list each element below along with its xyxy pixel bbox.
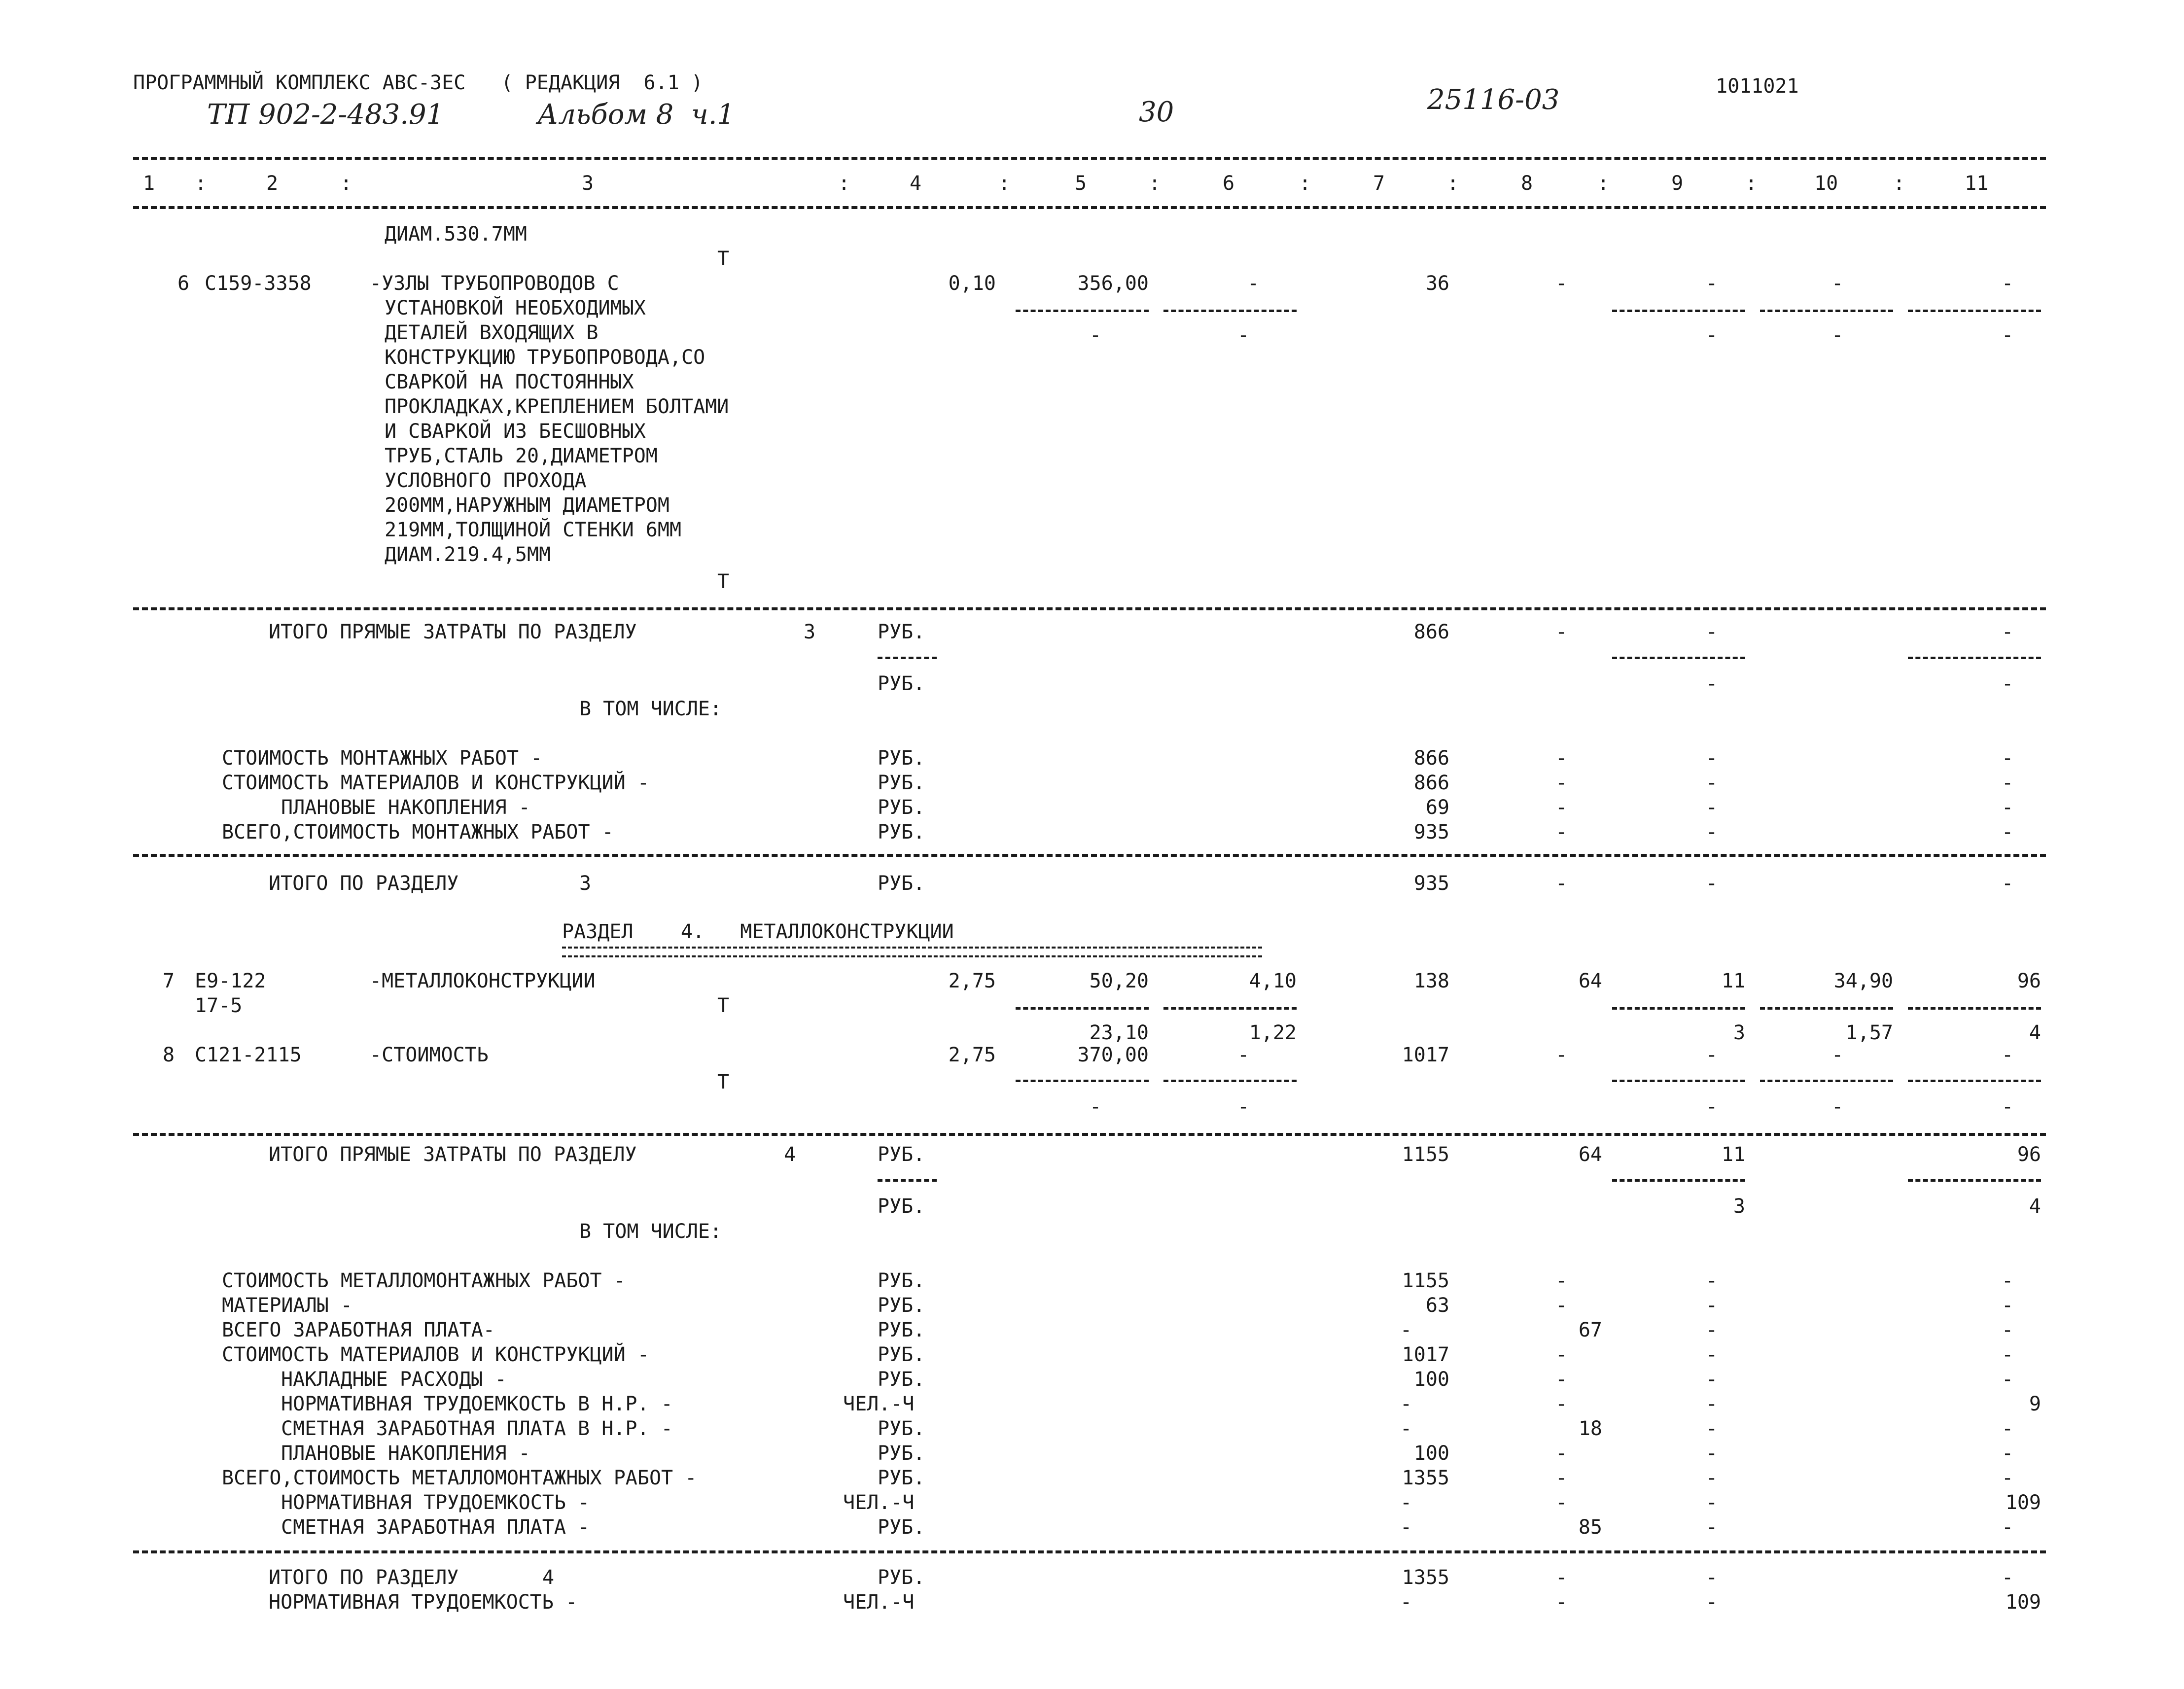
cell-c7: 1017 — [1402, 1343, 1449, 1366]
col-header-4: 4 — [910, 172, 922, 195]
col-header-8: 8 — [1521, 172, 1533, 195]
breakdown-label: СТОИМОСТЬ МОНТАЖНЫХ РАБОТ - — [222, 747, 543, 770]
section-title: РАЗДЕЛ 4. МЕТАЛЛОКОНСТРУКЦИИ — [562, 920, 954, 943]
unit: РУБ. — [878, 1368, 925, 1391]
unit: ЧЕЛ.-Ч — [843, 1591, 915, 1614]
cell-c11: - — [2002, 1368, 2014, 1391]
dash-cell: - — [1706, 1095, 1718, 1118]
cell-c9: - — [1706, 1491, 1718, 1514]
cell-c8: - — [1555, 1491, 1568, 1514]
cell-c11: 96 — [2017, 970, 2041, 992]
cell-c7: 100 — [1413, 1368, 1449, 1391]
breakdown-label: СТОИМОСТЬ МАТЕРИАЛОВ И КОНСТРУКЦИЙ - — [222, 1343, 649, 1366]
item-number: 8 — [163, 1044, 175, 1066]
dash-cell: - — [1090, 1095, 1102, 1118]
col-sep: : — [1745, 172, 1758, 195]
cell-c9: - — [1706, 1368, 1718, 1391]
program-header: ПРОГРАММНЫЙ КОМПЛЕКС АВС-3ЕС ( РЕДАКЦИЯ 6.1 ) — [133, 71, 703, 94]
cell-c10: 34,90 — [1833, 970, 1893, 992]
item-code: С159-3358 — [205, 272, 312, 295]
prev-item-desc: ДИАМ.530.7ММ — [385, 223, 527, 246]
item-desc-line: ТРУБ,СТАЛЬ 20,ДИАМЕТРОМ — [385, 445, 658, 467]
cell-c11-wage: 4 — [2029, 1021, 2041, 1044]
cell-c7: 1155 — [1402, 1269, 1449, 1292]
col-sep: : — [340, 172, 352, 195]
section-rule — [133, 1133, 2046, 1136]
col-header-3: 3 — [582, 172, 594, 195]
cell-c9: - — [1706, 796, 1718, 819]
cell-c8: - — [1555, 1566, 1568, 1589]
breakdown-label: ПЛАНОВЫЕ НАКОПЛЕНИЯ - — [281, 1442, 530, 1465]
page-number: 30 — [1139, 96, 1174, 128]
item-desc-line: -СТОИМОСТЬ — [370, 1044, 489, 1066]
col-header-6: 6 — [1223, 172, 1235, 195]
item-desc-line: ПРОКЛАДКАХ,КРЕПЛЕНИЕМ БОЛТАМИ — [385, 395, 729, 418]
cell-c8: - — [1555, 1393, 1568, 1415]
dash-cell: - — [2002, 324, 2014, 347]
unit: РУБ. — [878, 821, 925, 844]
cell-c11: - — [2002, 1417, 2014, 1440]
cell-c10-wage: 1,57 — [1845, 1021, 1893, 1044]
cell-c9: - — [1706, 1294, 1718, 1317]
sub-rule — [1908, 310, 2041, 312]
dash-cell: - — [1832, 1095, 1844, 1118]
sub-rule — [1760, 310, 1893, 312]
unit: РУБ. — [878, 1442, 925, 1465]
unit: РУБ. — [878, 1269, 925, 1292]
dash-cell: - — [1555, 621, 1568, 643]
cell-c9: - — [1706, 1516, 1718, 1539]
cell-c11: - — [2002, 821, 2014, 844]
item-desc-line: -УЗЛЫ ТРУБОПРОВОДОВ С — [370, 272, 619, 295]
cell-c8: - — [1555, 796, 1568, 819]
cell-c9: - — [1706, 1269, 1718, 1292]
unit: РУБ. — [878, 1343, 925, 1366]
cell-c9: - — [1706, 1319, 1718, 1341]
project-code: ТП 902-2-483.91 — [207, 99, 444, 131]
section-rule — [133, 854, 2046, 857]
cell-c7: 138 — [1413, 970, 1449, 992]
cell-c7: 1017 — [1402, 1044, 1449, 1066]
sub-rule — [1163, 310, 1297, 312]
cell-c7: 63 — [1425, 1294, 1449, 1317]
cell-c7: - — [1400, 1491, 1412, 1514]
unit: РУБ. — [878, 621, 925, 643]
item-desc-line: УСТАНОВКОЙ НЕОБХОДИМЫХ — [385, 297, 646, 319]
item-desc-line: 219ММ,ТОЛЩИНОЙ СТЕНКИ 6ММ — [385, 519, 682, 541]
cell-c11: - — [2002, 272, 2014, 295]
sub-rule — [878, 657, 937, 659]
item-code-suffix: 17-5 — [195, 994, 243, 1017]
cell-c11: - — [2002, 1269, 2014, 1292]
section-rule — [133, 607, 2046, 610]
section-number: 4 — [542, 1566, 555, 1589]
item-desc-line: КОНСТРУКЦИЮ ТРУБОПРОВОДА,СО — [385, 346, 705, 369]
col-sep: : — [195, 172, 207, 195]
cell-c8: - — [1555, 772, 1568, 794]
unit: РУБ. — [878, 796, 925, 819]
cell-c11: - — [2002, 1516, 2014, 1539]
cell-c6: - — [1247, 272, 1260, 295]
t-mark: Т — [717, 570, 730, 593]
breakdown-label: ВСЕГО,СТОИМОСТЬ МЕТАЛЛОМОНТАЖНЫХ РАБОТ - — [222, 1467, 697, 1489]
unit-price: 370,00 — [1077, 1044, 1149, 1066]
dash-cell: - — [1090, 324, 1102, 347]
cell-c9-wage: 3 — [1733, 1021, 1745, 1044]
unit: РУБ. — [878, 1467, 925, 1489]
sub-rule — [1016, 310, 1149, 312]
total-direct-label: ИТОГО ПРЯМЫЕ ЗАТРАТЫ ПО РАЗДЕЛУ — [269, 621, 637, 643]
including-label: В ТОМ ЧИСЛЕ: — [579, 698, 722, 720]
unit: РУБ. — [878, 1319, 925, 1341]
cell-c7: 100 — [1413, 1442, 1449, 1465]
col-header-2: 2 — [266, 172, 279, 195]
cell-c9: - — [1706, 1417, 1718, 1440]
cell-c8: 64 — [1578, 970, 1602, 992]
cell-c8: - — [1555, 1368, 1568, 1391]
cell-c9: - — [1706, 772, 1718, 794]
cell-c7: 1155 — [1402, 1143, 1449, 1166]
sub-rule — [1760, 1007, 1893, 1010]
sub-rule — [1016, 1007, 1149, 1010]
cell-c8: - — [1555, 1467, 1568, 1489]
col-header-5: 5 — [1075, 172, 1087, 195]
breakdown-label: СТОИМОСТЬ МЕТАЛЛОМОНТАЖНЫХ РАБОТ - — [222, 1269, 626, 1292]
cell-c9: - — [1706, 1393, 1718, 1415]
col-sep: : — [1597, 172, 1610, 195]
unit: ЧЕЛ.-Ч — [843, 1393, 915, 1415]
cell-c9: - — [1706, 1442, 1718, 1465]
cell-c9: - — [1706, 821, 1718, 844]
breakdown-label: СМЕТНАЯ ЗАРАБОТНАЯ ПЛАТА В Н.Р. - — [281, 1417, 673, 1440]
dash-cell: - — [2002, 621, 2014, 643]
cell-c8: 18 — [1578, 1417, 1602, 1440]
cell-c11-wage: 4 — [2029, 1195, 2041, 1218]
breakdown-label: ВСЕГО ЗАРАБОТНАЯ ПЛАТА- — [222, 1319, 495, 1341]
cell-c7: 866 — [1413, 621, 1449, 643]
cell-c11: - — [2002, 772, 2014, 794]
breakdown-label: МАТЕРИАЛЫ - — [222, 1294, 352, 1317]
cell-c9: 11 — [1721, 970, 1745, 992]
cell-c9: - — [1706, 1566, 1718, 1589]
col-sep: : — [998, 172, 1011, 195]
breakdown-label: ПЛАНОВЫЕ НАКОПЛЕНИЯ - — [281, 796, 530, 819]
cell-c8: - — [1555, 1269, 1568, 1292]
cell-c7: - — [1400, 1393, 1412, 1415]
item-desc-line: ДИАМ.219.4,5ММ — [385, 543, 551, 566]
cell-c6: - — [1237, 1044, 1250, 1066]
dash-cell: - — [1832, 324, 1844, 347]
unit: РУБ. — [878, 672, 925, 695]
cell-c9: - — [1706, 1044, 1718, 1066]
unit: РУБ. — [878, 772, 925, 794]
breakdown-label: СМЕТНАЯ ЗАРАБОТНАЯ ПЛАТА - — [281, 1516, 590, 1539]
sub-rule — [1908, 657, 2041, 659]
section-total-label: ИТОГО ПО РАЗДЕЛУ — [269, 1566, 459, 1589]
sub-rule — [1908, 1007, 2041, 1010]
cell-c8: - — [1555, 1294, 1568, 1317]
item-desc-line: -МЕТАЛЛОКОНСТРУКЦИИ — [370, 970, 596, 992]
cell-c7: 866 — [1413, 772, 1449, 794]
unit: РУБ. — [878, 1417, 925, 1440]
cell-c5: 50,20 — [1089, 970, 1149, 992]
sub-rule — [1016, 1080, 1149, 1082]
breakdown-label: ВСЕГО,СТОИМОСТЬ МОНТАЖНЫХ РАБОТ - — [222, 821, 614, 844]
item-number: 7 — [163, 970, 175, 992]
col-sep: : — [838, 172, 850, 195]
col-header-1: 1 — [143, 172, 155, 195]
cell-c8: 67 — [1578, 1319, 1602, 1341]
dash-cell: - — [1706, 872, 1718, 895]
item-desc-line: 200ММ,НАРУЖНЫМ ДИАМЕТРОМ — [385, 494, 669, 517]
cell-c11: - — [2002, 1343, 2014, 1366]
cell-c11: - — [2002, 1467, 2014, 1489]
sub-rule — [1612, 310, 1745, 312]
cell-c7: - — [1400, 1516, 1412, 1539]
sub-rule — [1163, 1007, 1297, 1010]
cell-c8: - — [1555, 747, 1568, 770]
sub-rule — [1760, 1080, 1893, 1082]
cell-c9: - — [1706, 272, 1718, 295]
col-sep: : — [1893, 172, 1905, 195]
cell-c11: 9 — [2029, 1393, 2041, 1415]
cell-c11: - — [2002, 1319, 2014, 1341]
unit: РУБ. — [878, 1566, 925, 1589]
breakdown-label: НОРМАТИВНАЯ ТРУДОЕМКОСТЬ В Н.Р. - — [281, 1393, 673, 1415]
sub-rule — [1612, 1080, 1745, 1082]
section-rule — [133, 1550, 2046, 1553]
cell-c10: - — [1832, 1044, 1844, 1066]
dash-cell: - — [1706, 324, 1718, 347]
unit: РУБ. — [878, 1195, 925, 1218]
cell-c11: - — [2002, 1566, 2014, 1589]
breakdown-label: НАКЛАДНЫЕ РАСХОДЫ - — [281, 1368, 507, 1391]
sub-rule — [1612, 1179, 1745, 1182]
quantity: 2,75 — [948, 970, 996, 992]
item-number: 6 — [177, 272, 190, 295]
album-label: Альбом 8 ч.1 — [537, 99, 735, 131]
cell-c8: - — [1555, 1442, 1568, 1465]
cell-c6-wage: 1,22 — [1249, 1021, 1297, 1044]
col-header-11: 11 — [1965, 172, 1989, 195]
cell-c8: - — [1555, 1343, 1568, 1366]
section-number: 3 — [579, 872, 592, 895]
unit: РУБ. — [878, 1143, 925, 1166]
dash-cell: - — [1237, 324, 1250, 347]
item-code: Е9-122 — [195, 970, 266, 992]
dash-cell: - — [2002, 872, 2014, 895]
doc-code: 25116-03 — [1427, 84, 1560, 116]
dash-cell: - — [1555, 872, 1568, 895]
dash-cell: - — [1706, 672, 1718, 695]
cell-c11: - — [2002, 796, 2014, 819]
cell-c11: - — [2002, 1044, 2014, 1066]
doc-number: 1011021 — [1716, 75, 1799, 98]
unit: РУБ. — [878, 1516, 925, 1539]
col-header-9: 9 — [1671, 172, 1684, 195]
section-title-underline — [562, 947, 1262, 957]
cell-c11: - — [2002, 1442, 2014, 1465]
section-number: 4 — [784, 1143, 796, 1166]
col-sep: : — [1447, 172, 1459, 195]
item-code: С121-2115 — [195, 1044, 302, 1066]
unit: РУБ. — [878, 747, 925, 770]
cell-c11: - — [2002, 1294, 2014, 1317]
item-desc-line: СВАРКОЙ НА ПОСТОЯННЫХ — [385, 371, 634, 393]
total-direct-label: ИТОГО ПРЯМЫЕ ЗАТРАТЫ ПО РАЗДЕЛУ — [269, 1143, 637, 1166]
cell-c8: - — [1555, 1591, 1568, 1614]
item-desc-line: ДЕТАЛЕЙ ВХОДЯЩИХ В — [385, 321, 599, 344]
cell-c7: 935 — [1413, 821, 1449, 844]
header-bottom-rule — [133, 206, 2046, 209]
cell-c7: - — [1400, 1319, 1412, 1341]
cell-c9: - — [1706, 1343, 1718, 1366]
cell-c11: 96 — [2017, 1143, 2041, 1166]
sub-rule — [1612, 1007, 1745, 1010]
cell-c5-wage: 23,10 — [1089, 1021, 1149, 1044]
cell-c9: - — [1706, 747, 1718, 770]
dash-cell: - — [1237, 1095, 1250, 1118]
including-label: В ТОМ ЧИСЛЕ: — [579, 1220, 722, 1243]
unit: ЧЕЛ.-Ч — [843, 1491, 915, 1514]
cell-c9: - — [1706, 1467, 1718, 1489]
cell-c11: - — [2002, 747, 2014, 770]
item-desc-line: УСЛОВНОГО ПРОХОДА — [385, 469, 587, 492]
cell-c7: 36 — [1425, 272, 1449, 295]
dash-cell: - — [2002, 1095, 2014, 1118]
cell-c7: - — [1400, 1417, 1412, 1440]
quantity: 0,10 — [948, 272, 996, 295]
t-mark: Т — [717, 1071, 730, 1093]
cell-c7: 1355 — [1402, 1566, 1449, 1589]
sub-rule — [1163, 1080, 1297, 1082]
cell-c6: 4,10 — [1249, 970, 1297, 992]
item-desc-line: И СВАРКОЙ ИЗ БЕСШОВНЫХ — [385, 420, 646, 443]
col-header-7: 7 — [1373, 172, 1385, 195]
header-top-rule — [133, 157, 2046, 160]
cell-c8: 64 — [1578, 1143, 1602, 1166]
col-header-10: 10 — [1814, 172, 1838, 195]
sub-rule — [1612, 657, 1745, 659]
cell-c9: - — [1706, 1591, 1718, 1614]
cell-c8: - — [1555, 1044, 1568, 1066]
t-mark: Т — [717, 247, 730, 270]
cell-c7: 69 — [1425, 796, 1449, 819]
cell-c7: 1355 — [1402, 1467, 1449, 1489]
cell-c9: 11 — [1721, 1143, 1745, 1166]
cell-c11: 109 — [2005, 1491, 2041, 1514]
labor-total-label: НОРМАТИВНАЯ ТРУДОЕМКОСТЬ - — [269, 1591, 578, 1614]
cell-c8: 85 — [1578, 1516, 1602, 1539]
cell-c7: 935 — [1413, 872, 1449, 895]
sub-rule — [1908, 1080, 2041, 1082]
quantity: 2,75 — [948, 1044, 996, 1066]
unit: РУБ. — [878, 1294, 925, 1317]
sub-rule — [878, 1179, 937, 1182]
dash-cell: - — [1706, 621, 1718, 643]
cell-c9-wage: 3 — [1733, 1195, 1745, 1218]
sub-rule — [1908, 1179, 2041, 1182]
cell-c10: - — [1832, 272, 1844, 295]
col-sep: : — [1149, 172, 1161, 195]
cell-c7: 866 — [1413, 747, 1449, 770]
breakdown-label: СТОИМОСТЬ МАТЕРИАЛОВ И КОНСТРУКЦИЙ - — [222, 772, 649, 794]
unit: РУБ. — [878, 872, 925, 895]
t-mark: Т — [717, 994, 730, 1017]
cell-c11: 109 — [2005, 1591, 2041, 1614]
breakdown-label: НОРМАТИВНАЯ ТРУДОЕМКОСТЬ - — [281, 1491, 590, 1514]
cell-c8: - — [1555, 821, 1568, 844]
cell-c7: - — [1400, 1591, 1412, 1614]
cell-c8: - — [1555, 272, 1568, 295]
section-total-label: ИТОГО ПО РАЗДЕЛУ — [269, 872, 459, 895]
section-number: 3 — [804, 621, 816, 643]
dash-cell: - — [2002, 672, 2014, 695]
unit-price: 356,00 — [1077, 272, 1149, 295]
col-sep: : — [1299, 172, 1311, 195]
